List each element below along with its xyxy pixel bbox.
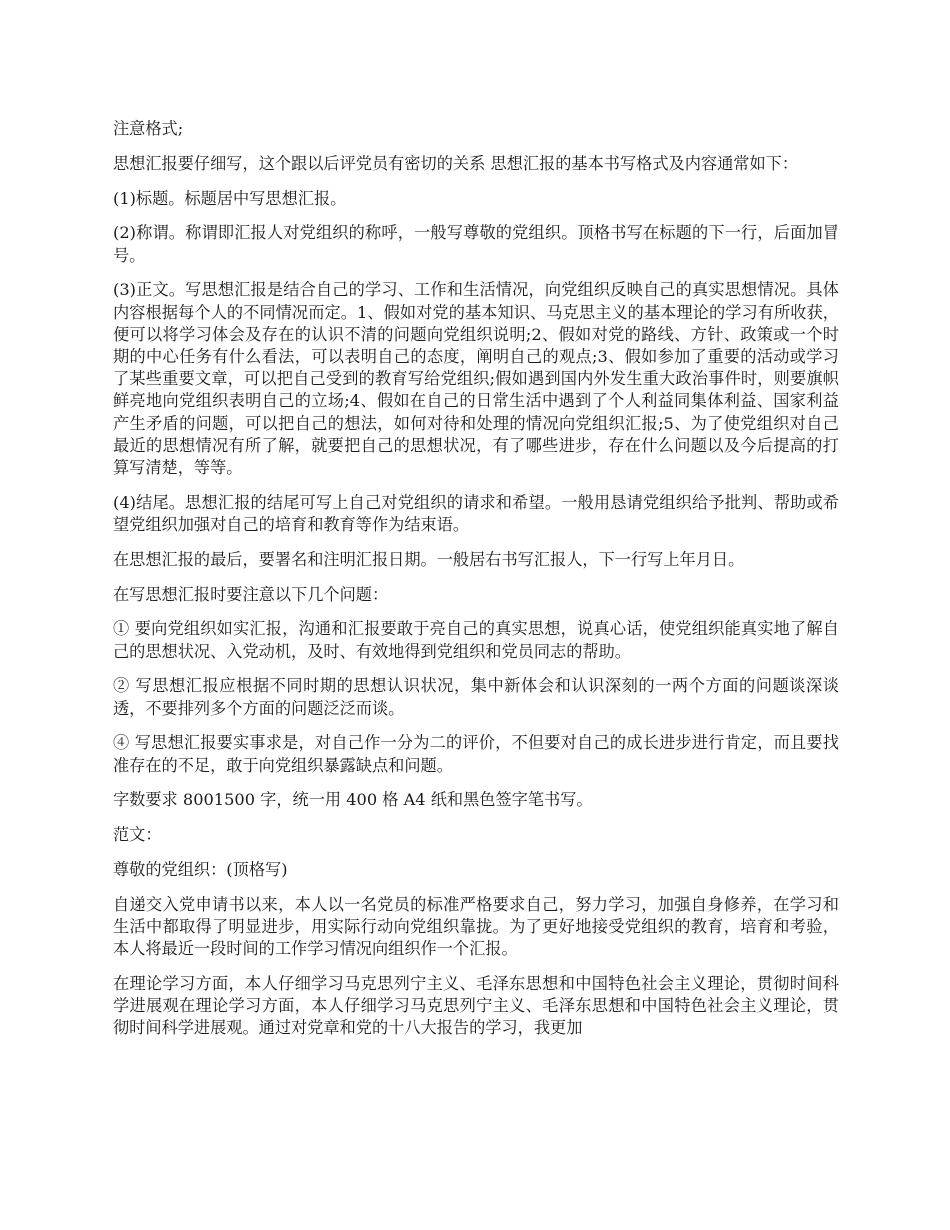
paragraph-sample-heading: 范文： <box>113 825 162 845</box>
paragraph-word-count: 字数要求 8001500 字，统一用 400 格 A4 纸和黑色签字笔书写。 <box>113 790 593 810</box>
paragraph-salutation-rule: (2)称谓。称谓即汇报人对党组织的称呼，一般写尊敬的党组织。顶格书写在标题的下一行，后面加冒号。 <box>113 223 839 265</box>
document-body <box>113 118 839 1052</box>
paragraph-intro: 思想汇报要仔细写，这个跟以后评党员有密切的关系 思想汇报的基本书写格式及内容通常如下： <box>113 153 799 173</box>
paragraph-title-rule: (1)标题。标题居中写思想汇报。 <box>113 188 347 208</box>
paragraph-note-1: ① 要向党组织如实汇报，沟通和汇报要敢于亮自己的真实思想，说真心话，使党组织能真实地了解自己的思想状况、入党动机，及时、有效地得到党组织和党员同志的帮助。 <box>113 619 839 661</box>
paragraph-sample-salutation: 尊敬的党组织：(顶格写) <box>113 860 288 879</box>
paragraph-note-4: ④ 写思想汇报要实事求是，对自己作一分为二的评价，不但要对自己的成长进步进行肯定，而且要找准存在的不足，敢于向党组织暴露缺点和问题。 <box>113 733 839 775</box>
paragraph-ending-rule: (4)结尾。思想汇报的结尾可写上自己对党组织的请求和希望。一般用恳请党组织给予批判、帮助或希望党组织加强对自己的培育和教育等作为结束语。 <box>113 492 839 535</box>
paragraph-format-note: 注意格式; <box>113 119 184 138</box>
paragraph-signature-rule: 在思想汇报的最后，要署名和注明汇报日期。一般居右书写汇报人，下一行写上年月日。 <box>113 549 745 569</box>
paragraph-body-rule: (3)正文。写思想汇报是结合自己的学习、工作和生活情况，向党组织反映自己的真实思想情况。具体内容根据每个人的不同情况而定。1、假如对党的基本知识、马克思主义的基本理论的学习有所收获，便可以将学习体会及存在的认识不清的问题向党组织说明;2、假如对党的路线、方针、政策或一个时期的中心任务有什么看法，可以表明自己的态度，阐明自己的观点;3、假如参加了重要的活动或学习了某些重要文章，可以把自己受到的教育写给党组织;假如遇到国内外发生重大政治事件时，则要旗帜鲜亮地向党组织表明自己的立场;4、假如在自己的日常生活中遇到了个人利益同集体利益、国家利益产生矛盾的问题，可以把自己的想法，如何对待和处理的情况向党组织汇报;5、为了使党组织对自己最近的思想情况有所了解，就要把自己的思想状况，有了哪些进步，存在什么问题以及今后提高的打算写清楚，等等。 <box>113 280 839 478</box>
paragraph-sample-body-2: 在理论学习方面，本人仔细学习马克思列宁主义、毛泽东思想和中国特色社会主义理论，贯彻时间科学进展观在理论学习方面，本人仔细学习马克思列宁主义、毛泽东思想和中国特色社会主义理论，贯彻时间科学进展观。通过对党章和党的十八大报告的学习，我更加 <box>113 974 839 1038</box>
paragraph-sample-body-1: 自递交入党申请书以来，本人以一名党员的标准严格要求自己，努力学习，加强自身修养，在学习和生活中都取得了明显进步，用实际行动向党组织靠拢。为了更好地接受党组织的教育，培育和考验，本人将最近一段时间的工作学习情况向组织作一个汇报。 <box>113 894 839 959</box>
paragraph-notes-heading: 在写思想汇报时要注意以下几个问题： <box>113 584 389 604</box>
paragraph-note-2: ② 写思想汇报应根据不同时期的思想认识状况，集中新体会和认识深刻的一两个方面的问题谈深谈透，不要排列多个方面的问题泛泛而谈。 <box>113 676 839 718</box>
